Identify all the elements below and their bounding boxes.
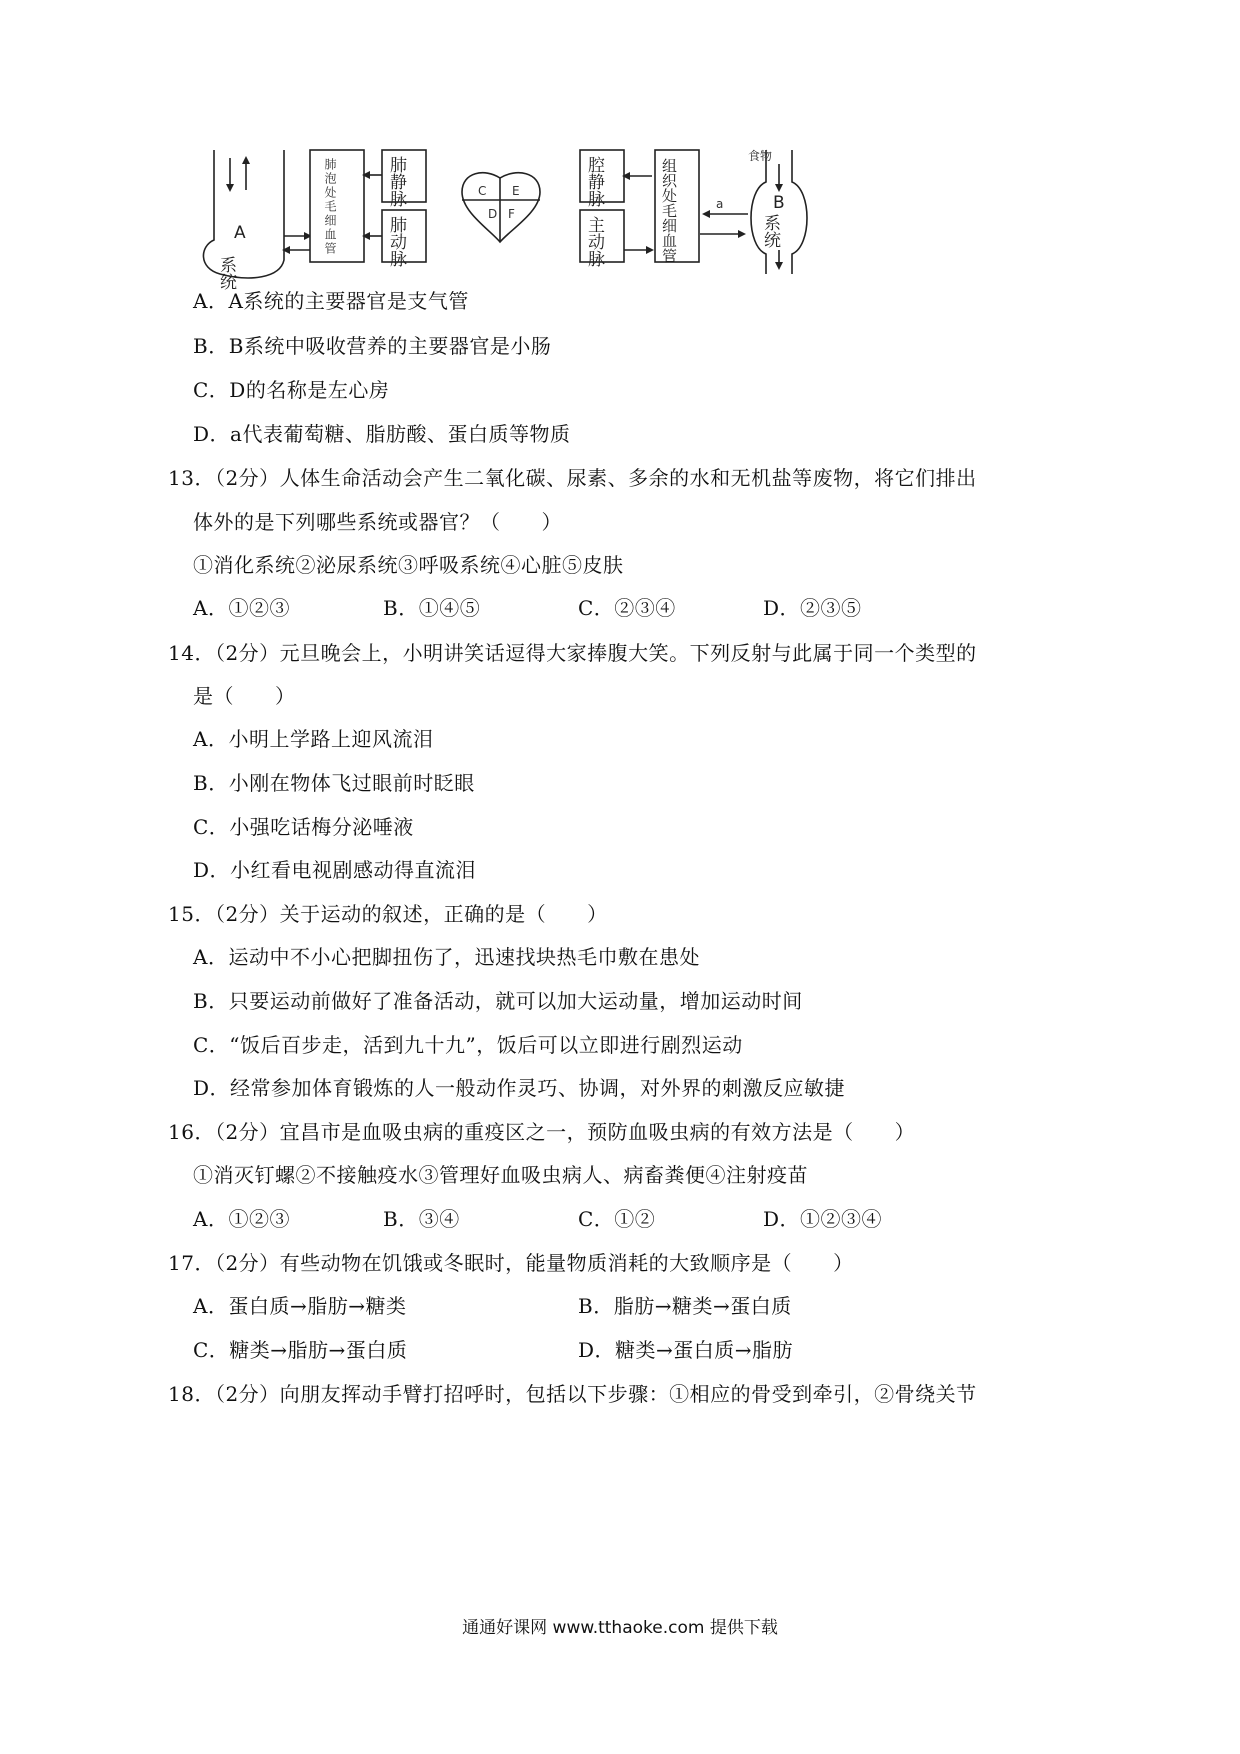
footer-text: 通通好课网 www.tthaoke.com 提供下载 [462,1618,778,1638]
line-q12c: C．D的名称是左心房 [193,378,390,402]
line-q15b: B．只要运动前做好了准备活动，就可以加大运动量，增加运动时间 [193,989,803,1013]
line-q14: 14．（2分）元旦晚会上，小明讲笑话逗得大家捧腹大笑。下列反射与此属于同一个类型的 [168,641,977,665]
line-q13d: D．②③⑤ [763,596,862,620]
line-q18: 18．（2分）向朋友挥动手臂打招呼时，包括以下步骤：①相应的骨受到牵引，②骨绕关节 [168,1382,977,1406]
line-q17c: C．糖类→脂肪→蛋白质 [193,1338,408,1362]
line-q17b: B．脂肪→糖类→蛋白质 [578,1294,792,1318]
line-q12a: A．A系统的主要器官是支气管 [193,289,469,313]
a-system [203,150,284,290]
b-system-letter: B [773,193,785,213]
line-q16list: ①消灭钉螺②不接触疫水③管理好血吸虫病人、病畜粪便④注射疫苗 [193,1163,808,1187]
line-q14b: B．小刚在物体飞过眼前时眨眼 [193,771,475,795]
line-q15d: D．经常参加体育锻炼的人一般动作灵巧、协调，对外界的刺激反应敏捷 [193,1076,846,1100]
line-q16c: C．①② [578,1207,656,1231]
line-q14d: D．小红看电视剧感动得直流泪 [193,858,477,882]
circulation-diagram-svg [200,150,920,310]
line-q14a: A．小明上学路上迎风流泪 [193,727,434,751]
line-q12d: D．a代表葡萄糖、脂肪酸、蛋白质等物质 [193,422,571,446]
alveolar-capillary-box [310,150,364,262]
substance-a-label: a [716,197,724,211]
pulmonary-artery-label: 肺动脉 [386,216,406,267]
a-system-word: 系统 [216,256,236,290]
line-q15c: C．“饭后百步走，活到九十九”，饭后可以立即进行剧烈运动 [193,1033,743,1057]
line-q16a: A．①②③ [193,1207,290,1231]
food-label: 食物 [748,149,773,163]
circulation-diagram [200,150,920,310]
line-q15: 15．（2分）关于运动的叙述，正确的是（ ） [168,902,608,926]
line-q17a: A．蛋白质→脂肪→糖类 [193,1294,407,1318]
heart-e: E [512,184,520,198]
line-q16: 16．（2分）宜昌市是血吸虫病的重疫区之一，预防血吸虫病的有效方法是（ ） [168,1120,916,1144]
line-q12b: B．B系统中吸收营养的主要器官是小肠 [193,334,552,358]
heart-c: C [478,184,487,198]
heart-d: D [488,207,498,221]
line-q14c: C．小强吃话梅分泌唾液 [193,815,414,839]
line-q13b: B．①④⑤ [383,596,481,620]
line-q13c: C．②③④ [578,596,676,620]
alveolar-capillary-label: 肺泡处毛细血管 [323,158,337,256]
b-system-word: 系统 [760,214,780,248]
line-q13: 13．（2分）人体生命活动会产生二氧化碳、尿素、多余的水和无机盐等废物，将它们排出 [168,466,977,490]
line-q14cont: 是（ ） [193,684,296,708]
line-q13list: ①消化系统②泌尿系统③呼吸系统④心脏⑤皮肤 [193,553,624,577]
line-q17: 17．（2分）有些动物在饥饿或冬眠时，能量物质消耗的大致顺序是（ ） [168,1251,854,1275]
line-q16d: D．①②③④ [763,1207,883,1231]
b-system [748,148,807,274]
line-q13cont: 体外的是下列哪些系统或器官？（ ） [193,510,562,534]
vena-cava-label: 腔静脉 [584,156,604,207]
a-system-letter: A [234,223,246,243]
heart [462,173,540,242]
line-q17d: D．糖类→蛋白质→脂肪 [578,1338,794,1362]
line-q15a: A．运动中不小心把脚扭伤了，迅速找块热毛巾敷在患处 [193,945,700,969]
heart-f: F [508,207,515,221]
line-q16b: B．③④ [383,1207,460,1231]
aorta-label: 主动脉 [584,216,604,267]
pulmonary-vein-label: 肺静脉 [386,156,406,207]
tissue-capillary-label: 组织处毛细血管 [660,158,678,263]
line-q13a: A．①②③ [193,596,290,620]
